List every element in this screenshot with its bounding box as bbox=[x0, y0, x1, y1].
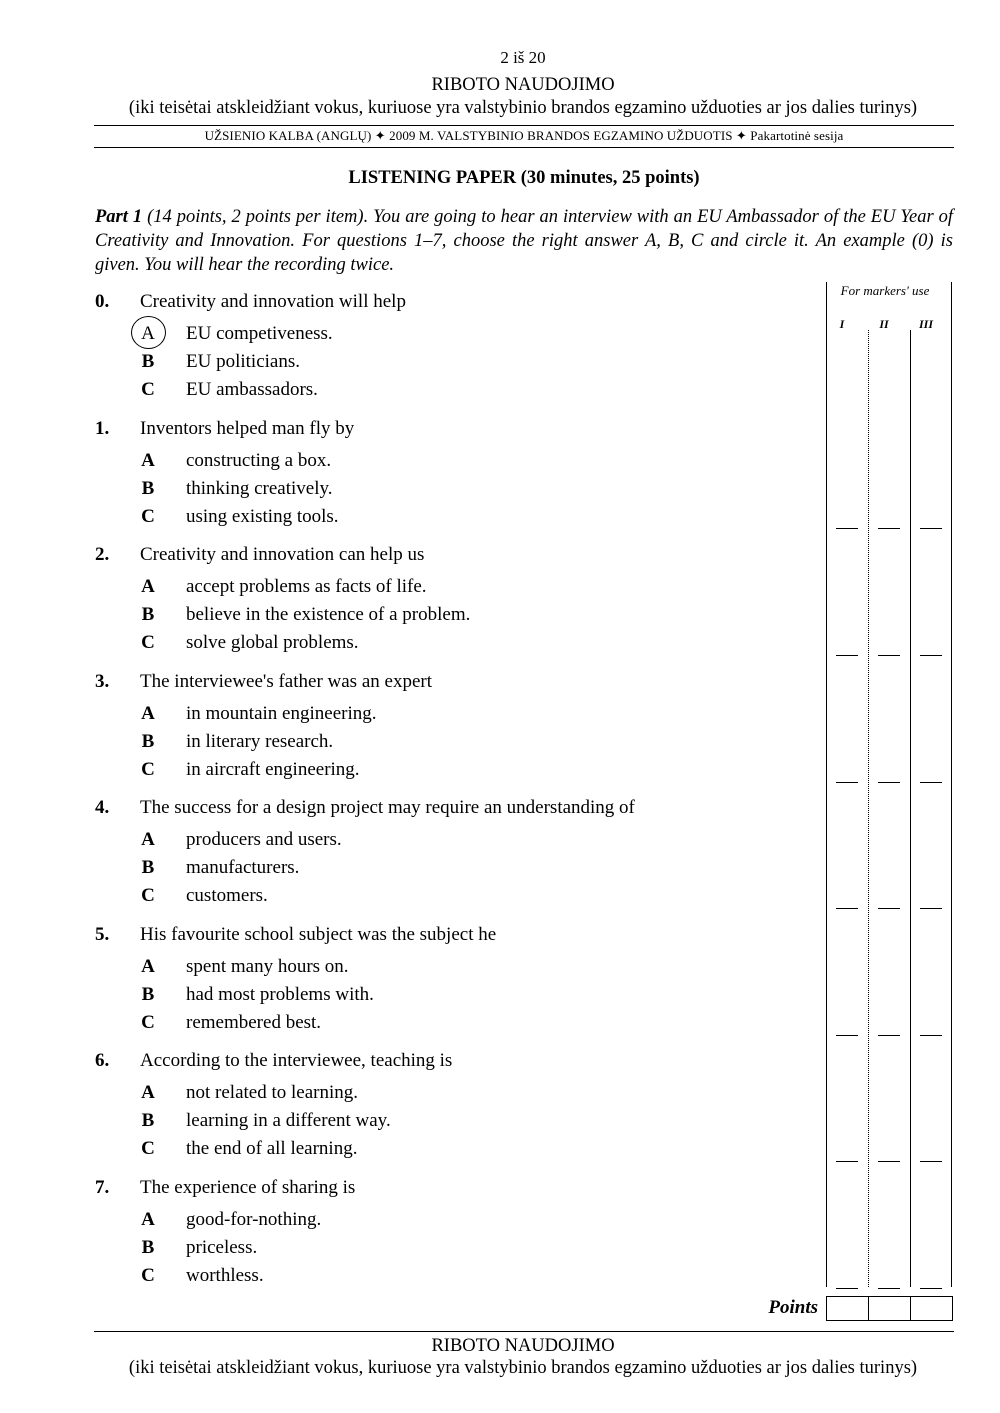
answer-option[interactable] bbox=[0, 450, 820, 478]
page-number: 2 iš 20 bbox=[500, 48, 546, 67]
answer-option[interactable] bbox=[0, 759, 820, 787]
marker-line-q4-col1[interactable] bbox=[836, 908, 858, 909]
question-2 bbox=[0, 544, 820, 574]
question-text: According to the interviewee, teaching is bbox=[140, 1050, 453, 1071]
answer-option[interactable] bbox=[0, 1082, 820, 1110]
points-box bbox=[826, 1296, 953, 1321]
question-text: Creativity and innovation can help us bbox=[140, 544, 425, 565]
answer-option bbox=[0, 351, 820, 379]
answer-option[interactable] bbox=[0, 857, 820, 885]
question-3 bbox=[0, 671, 820, 701]
question-number: 4. bbox=[95, 797, 110, 818]
option-text: EU ambassadors. bbox=[186, 379, 318, 400]
option-letter: B bbox=[141, 984, 155, 1005]
paper-title: LISTENING PAPER (30 minutes, 25 points) bbox=[348, 168, 700, 188]
marker-line-q2-col1[interactable] bbox=[836, 655, 858, 656]
marker-col-label-1: I bbox=[839, 317, 845, 331]
option-letter: A bbox=[141, 1209, 155, 1230]
answer-option bbox=[0, 379, 820, 407]
question-number: 2. bbox=[95, 544, 110, 565]
question-text: Creativity and innovation will help bbox=[140, 291, 406, 312]
option-text: learning in a different way. bbox=[186, 1110, 391, 1131]
option-letter: C bbox=[141, 1265, 155, 1286]
marker-line-q4-col3[interactable] bbox=[920, 908, 942, 909]
question-number: 7. bbox=[95, 1177, 110, 1198]
option-text: solve global problems. bbox=[186, 632, 359, 653]
option-letter: C bbox=[141, 379, 155, 400]
option-text: believe in the existence of a problem. bbox=[186, 604, 471, 625]
option-letter: B bbox=[141, 731, 155, 752]
question-6 bbox=[0, 1050, 820, 1080]
option-letter: B bbox=[141, 604, 155, 625]
question-text: Inventors helped man fly by bbox=[140, 418, 355, 439]
question-text: The experience of sharing is bbox=[140, 1177, 356, 1198]
exam-line: UŽSIENIO KALBA (ANGLŲ) ✦ 2009 M. VALSTYBINIO BRANDOS EGZAMINO UŽDUOTIS ✦ Pakartotinė sesija bbox=[204, 128, 844, 143]
answer-option[interactable] bbox=[0, 956, 820, 984]
marker-line-q6-col2[interactable] bbox=[878, 1161, 900, 1162]
answer-option[interactable] bbox=[0, 576, 820, 604]
option-text: thinking creatively. bbox=[186, 478, 333, 499]
marker-line-q3-col2[interactable] bbox=[878, 782, 900, 783]
option-letter: C bbox=[141, 1138, 155, 1159]
answer-option[interactable] bbox=[0, 1012, 820, 1040]
answer-option[interactable] bbox=[0, 1138, 820, 1166]
marker-line-q4-col2[interactable] bbox=[878, 908, 900, 909]
option-text: manufacturers. bbox=[186, 857, 300, 878]
option-text: constructing a box. bbox=[186, 450, 332, 471]
header-rule-top bbox=[94, 125, 954, 126]
marker-line-q2-col3[interactable] bbox=[920, 655, 942, 656]
answer-option[interactable] bbox=[0, 632, 820, 660]
markers-divider-1 bbox=[868, 330, 869, 1287]
marker-col-label-2: II bbox=[879, 317, 889, 331]
option-text: not related to learning. bbox=[186, 1082, 358, 1103]
points-box-sep-1 bbox=[868, 1297, 869, 1320]
option-text: in mountain engineering. bbox=[186, 703, 377, 724]
answer-option[interactable] bbox=[0, 885, 820, 913]
answer-option[interactable] bbox=[0, 731, 820, 759]
question-4 bbox=[0, 797, 820, 827]
option-text: the end of all learning. bbox=[186, 1138, 358, 1159]
question-number: 6. bbox=[95, 1050, 110, 1071]
restricted-title: RIBOTO NAUDOJIMO bbox=[431, 75, 615, 95]
question-0 bbox=[0, 291, 820, 321]
answer-option[interactable] bbox=[0, 829, 820, 857]
answer-option bbox=[0, 323, 820, 351]
part-label: Part 1 bbox=[95, 207, 143, 227]
markers-left-border bbox=[826, 282, 827, 1287]
option-text: producers and users. bbox=[186, 829, 342, 850]
points-label: Points bbox=[768, 1297, 818, 1318]
option-letter: C bbox=[141, 506, 155, 527]
answer-option[interactable] bbox=[0, 1265, 820, 1293]
marker-line-q1-col1[interactable] bbox=[836, 528, 858, 529]
marker-line-q6-col3[interactable] bbox=[920, 1161, 942, 1162]
marker-line-q7-col1[interactable] bbox=[836, 1288, 858, 1289]
option-text: EU competiveness. bbox=[186, 323, 333, 344]
answer-option[interactable] bbox=[0, 604, 820, 632]
option-text: worthless. bbox=[186, 1265, 264, 1286]
option-letter: B bbox=[141, 1237, 155, 1258]
answer-option[interactable] bbox=[0, 478, 820, 506]
question-5 bbox=[0, 924, 820, 954]
answer-option[interactable] bbox=[0, 984, 820, 1012]
option-text: in literary research. bbox=[186, 731, 334, 752]
question-text: His favourite school subject was the subject he bbox=[140, 924, 497, 945]
markers-heading: For markers' use bbox=[840, 283, 930, 298]
marker-line-q5-col1[interactable] bbox=[836, 1035, 858, 1036]
marker-line-q1-col2[interactable] bbox=[878, 528, 900, 529]
option-letter: B bbox=[141, 351, 155, 372]
question-text: The success for a design project may require an understanding of bbox=[140, 797, 635, 818]
markers-right-border bbox=[951, 282, 952, 1287]
question-7 bbox=[0, 1177, 820, 1207]
marker-line-q6-col1[interactable] bbox=[836, 1161, 858, 1162]
footer-restricted-note: (iki teisėtai atskleidžiant vokus, kuriuose yra valstybinio brandos egzamino užduoties ar jos dalies turinys) bbox=[128, 1358, 918, 1378]
header-rule-bottom bbox=[94, 147, 954, 148]
option-letter: C bbox=[141, 885, 155, 906]
marker-line-q3-col3[interactable] bbox=[920, 782, 942, 783]
option-letter: C bbox=[141, 1012, 155, 1033]
marker-line-q3-col1[interactable] bbox=[836, 782, 858, 783]
option-letter: A bbox=[141, 703, 155, 724]
question-number: 5. bbox=[95, 924, 110, 945]
option-text: customers. bbox=[186, 885, 268, 906]
option-text: accept problems as facts of life. bbox=[186, 576, 427, 597]
option-letter: A bbox=[141, 829, 155, 850]
marker-line-q7-col3[interactable] bbox=[920, 1288, 942, 1289]
answer-option[interactable] bbox=[0, 1209, 820, 1237]
option-text: EU politicians. bbox=[186, 351, 300, 372]
answer-option[interactable] bbox=[0, 1237, 820, 1265]
option-letter: B bbox=[141, 478, 155, 499]
option-letter: A bbox=[141, 956, 155, 977]
marker-line-q2-col2[interactable] bbox=[878, 655, 900, 656]
option-letter: C bbox=[141, 759, 155, 780]
question-number: 1. bbox=[95, 418, 110, 439]
option-text: spent many hours on. bbox=[186, 956, 349, 977]
option-letter: A bbox=[141, 1082, 155, 1103]
footer-restricted-title: RIBOTO NAUDOJIMO bbox=[431, 1336, 615, 1356]
question-1 bbox=[0, 418, 820, 448]
question-number: 3. bbox=[95, 671, 110, 692]
points-box-sep-2 bbox=[910, 1297, 911, 1320]
option-letter: A bbox=[141, 450, 155, 471]
option-letter: A bbox=[141, 323, 155, 344]
option-text: priceless. bbox=[186, 1237, 258, 1258]
option-text: using existing tools. bbox=[186, 506, 339, 527]
marker-line-q1-col3[interactable] bbox=[920, 528, 942, 529]
answer-option[interactable] bbox=[0, 703, 820, 731]
option-letter: B bbox=[141, 1110, 155, 1131]
option-letter: B bbox=[141, 857, 155, 878]
option-text: good-for-nothing. bbox=[186, 1209, 322, 1230]
question-number: 0. bbox=[95, 291, 110, 312]
markers-divider-2 bbox=[910, 330, 911, 1287]
marker-line-q5-col3[interactable] bbox=[920, 1035, 942, 1036]
marker-line-q7-col2[interactable] bbox=[878, 1288, 900, 1289]
instructions-text: (14 points, 2 points per item). You are going to hear an interview with an EU Ambassador of the EU Year of Creativity and Innovation. For questions 1–7, choose the right answer A, B, C and circle it. An example (0) is given. You will hear the recording twice. bbox=[95, 207, 953, 275]
answer-option[interactable] bbox=[0, 1110, 820, 1138]
footer-rule bbox=[94, 1331, 954, 1332]
option-text: in aircraft engineering. bbox=[186, 759, 360, 780]
option-text: remembered best. bbox=[186, 1012, 322, 1033]
option-text: had most problems with. bbox=[186, 984, 374, 1005]
marker-line-q5-col2[interactable] bbox=[878, 1035, 900, 1036]
part-instructions bbox=[95, 205, 953, 277]
option-letter: A bbox=[141, 576, 155, 597]
restricted-note: (iki teisėtai atskleidžiant vokus, kuriuose yra valstybinio brandos egzamino užduoties ar jos dalies turinys) bbox=[128, 98, 918, 118]
marker-col-label-3: III bbox=[918, 317, 933, 331]
option-letter: C bbox=[141, 632, 155, 653]
question-text: The interviewee's father was an expert bbox=[140, 671, 432, 692]
answer-option[interactable] bbox=[0, 506, 820, 534]
